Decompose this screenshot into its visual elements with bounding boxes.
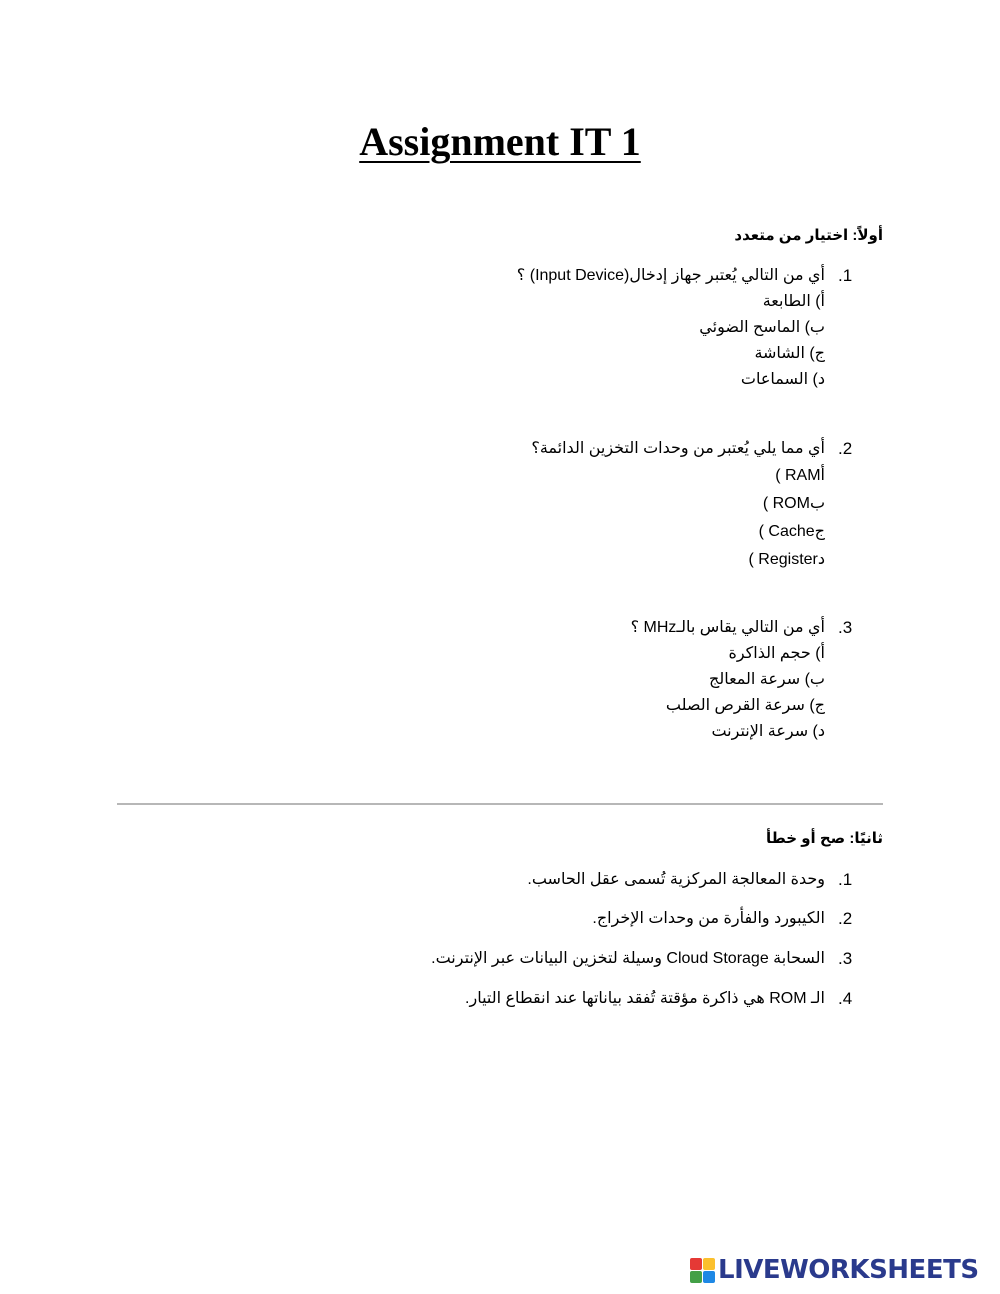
answer-option: ج) الشاشة — [754, 345, 825, 362]
answer-option: أ) حجم الذاكرة — [728, 645, 825, 662]
logo-square — [690, 1258, 702, 1270]
answer-option: جCache ) — [758, 523, 825, 540]
question-number: .1 — [838, 266, 853, 285]
answer-option: د) السماعات — [740, 371, 825, 388]
logo-square — [690, 1271, 702, 1283]
logo-text: LIVEWORKSHEETS — [718, 1255, 979, 1285]
answer-option: ب) الماسح الضوئي — [699, 319, 825, 336]
page-title: Assignment IT 1 — [359, 119, 641, 164]
question-number: .3 — [838, 618, 853, 637]
question-text: أي من التالي يقاس بالـMHz ؟ — [630, 619, 825, 636]
section-divider — [117, 803, 883, 805]
logo-square — [703, 1258, 715, 1270]
statement-number: .2 — [838, 909, 853, 928]
answer-option: ج) سرعة القرص الصلب — [665, 697, 825, 714]
section-heading-multiple-choice: أولاً: اختيار من متعدد — [734, 227, 883, 244]
statement-number: .1 — [838, 870, 853, 889]
answer-option: أ) الطابعة — [762, 293, 825, 310]
statement-text: الكيبورد والفأرة من وحدات الإخراج. — [592, 910, 825, 927]
answer-option: ب) سرعة المعالج — [708, 671, 825, 688]
question-text: أي من التالي يُعتبر جهاز إدخال(Input Device) ؟ — [516, 267, 825, 284]
statement-number: .4 — [838, 989, 853, 1008]
logo-square — [703, 1271, 715, 1283]
statement-number: .3 — [838, 949, 853, 968]
statement-text: وحدة المعالجة المركزية تُسمى عقل الحاسب. — [527, 871, 825, 888]
statement-text: الـ ROM هي ذاكرة مؤقتة تُفقد بياناتها عند انقطاع التيار. — [465, 990, 825, 1007]
section-heading-true-false: ثانيًا: صح أو خطأ — [766, 830, 883, 847]
logo-mark-icon — [690, 1258, 714, 1282]
answer-option: بROM ) — [762, 495, 825, 512]
question-text: أي مما يلي يُعتبر من وحدات التخزين الدائمة؟ — [531, 440, 825, 457]
answer-option: د) سرعة الإنترنت — [711, 723, 825, 740]
answer-option: دRegister ) — [748, 551, 825, 568]
liveworksheets-logo — [690, 1254, 990, 1286]
statement-text: السحابة Cloud Storage وسيلة لتخزين البيانات عبر الإنترنت. — [431, 950, 825, 967]
question-number: .2 — [838, 439, 853, 458]
answer-option: أRAM ) — [775, 467, 825, 484]
